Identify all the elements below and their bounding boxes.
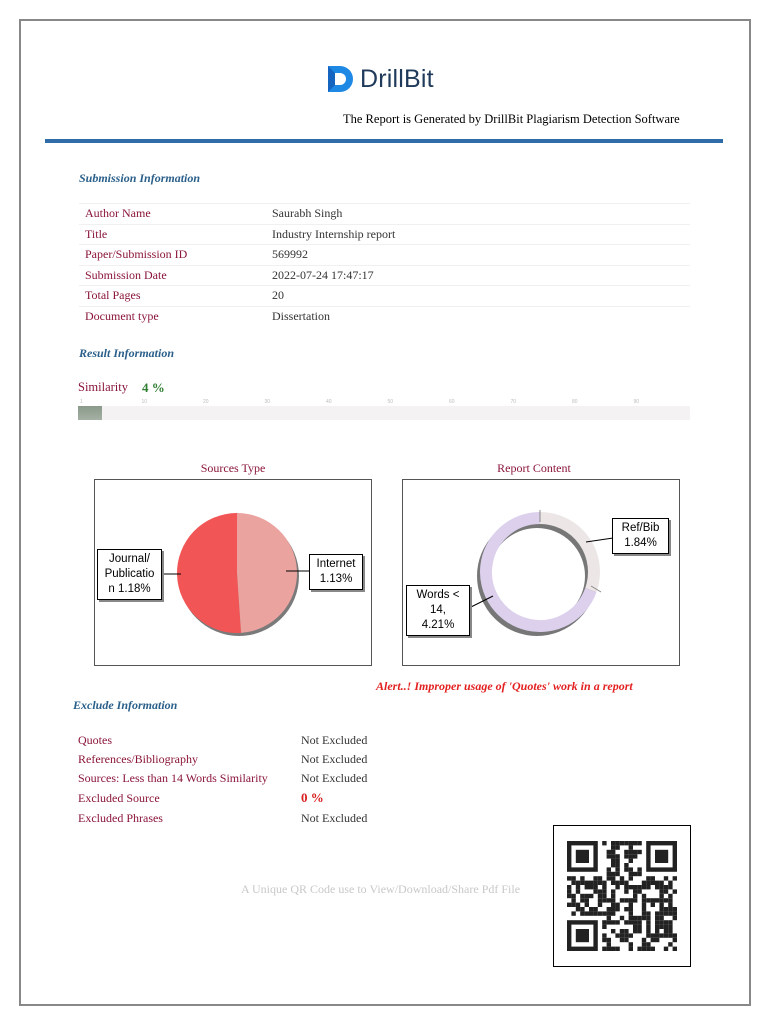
header-divider: [45, 139, 723, 143]
brand-name: DrillBit: [360, 64, 434, 93]
table-row: [79, 286, 690, 307]
similarity-value: 4 %: [142, 380, 165, 395]
row-value: Dissertation: [266, 306, 690, 326]
scale-tick: 80: [572, 399, 578, 405]
scale-tick: 20: [203, 399, 209, 405]
row-label: Document type: [79, 306, 266, 326]
exclude-value: Not Excluded: [301, 752, 368, 766]
row-value: 569992: [266, 245, 690, 266]
table-row: [79, 306, 690, 326]
exclude-value: Not Excluded: [301, 811, 368, 825]
exclude-label: References/Bibliography: [78, 752, 198, 766]
exclude-label: Excluded Source: [78, 791, 160, 805]
row-label: Total Pages: [79, 286, 266, 307]
excluded-source-value: 0 %: [301, 790, 324, 805]
scale-tick: 50: [387, 399, 394, 405]
exclude-value: Not Excluded: [301, 733, 368, 747]
scale-tick: 30: [264, 399, 271, 405]
submission-table: [79, 203, 690, 326]
result-section-title: Result Information: [79, 346, 175, 360]
similarity-bar-fill: [78, 406, 102, 420]
row-value: 2022-07-24 17:47:17: [266, 265, 690, 286]
pie-slice-internet: [237, 513, 297, 633]
table-row: [79, 245, 690, 266]
row-label: Submission Date: [79, 265, 266, 286]
exclude-label: Excluded Phrases: [78, 811, 163, 825]
exclude-label: Sources: Less than 14 Words Similarity: [78, 771, 268, 785]
report-content-title: Report Content: [497, 461, 571, 475]
qr-code-icon: [554, 826, 690, 966]
scale-tick: 40: [326, 399, 332, 405]
drillbit-logo-icon: [326, 64, 354, 94]
report-subtitle: The Report is Generated by DrillBit Plagiarism Detection Software: [343, 112, 680, 126]
scale-tick: 60: [449, 399, 455, 405]
scale-tick: 70: [510, 399, 517, 405]
sources-type-title: Sources Type: [200, 461, 266, 475]
table-row: [79, 265, 690, 286]
drillbit-logo: [326, 62, 434, 96]
qr-caption: A Unique QR Code use to View/Download/Share Pdf File: [241, 882, 521, 896]
pie-slice-journal: [177, 513, 241, 633]
words-callout: Words < 14, 4.21%: [406, 585, 470, 636]
table-row: [79, 204, 690, 225]
journal-callout: Journal/ Publicatio n 1.18%: [97, 549, 162, 600]
scale-tick: 90: [633, 399, 640, 405]
row-label: Title: [79, 224, 266, 245]
row-value: 20: [266, 286, 690, 307]
similarity-label: Similarity: [78, 380, 128, 394]
scale-tick: 1: [80, 399, 83, 405]
internet-callout: Internet 1.13%: [309, 554, 363, 590]
sources-type-chart: [94, 479, 372, 666]
row-value: Industry Internship report: [266, 224, 690, 245]
quotes-alert: Alert..! Improper usage of 'Quotes' work in a report: [376, 679, 633, 693]
row-value: Saurabh Singh: [266, 204, 690, 225]
refbib-callout: Ref/Bib 1.84%: [612, 518, 669, 554]
submission-section-title: Submission Information: [79, 171, 201, 185]
row-label: Paper/Submission ID: [79, 245, 266, 266]
exclude-section-title: Exclude Information: [73, 698, 178, 712]
qr-code[interactable]: [553, 825, 691, 967]
similarity-bar: [78, 399, 690, 420]
exclude-label: Quotes: [78, 733, 112, 747]
scale-tick: 10: [141, 399, 148, 405]
table-row: [79, 224, 690, 245]
report-content-chart: [402, 479, 680, 666]
row-label: Author Name: [79, 204, 266, 225]
exclude-value: Not Excluded: [301, 771, 368, 785]
